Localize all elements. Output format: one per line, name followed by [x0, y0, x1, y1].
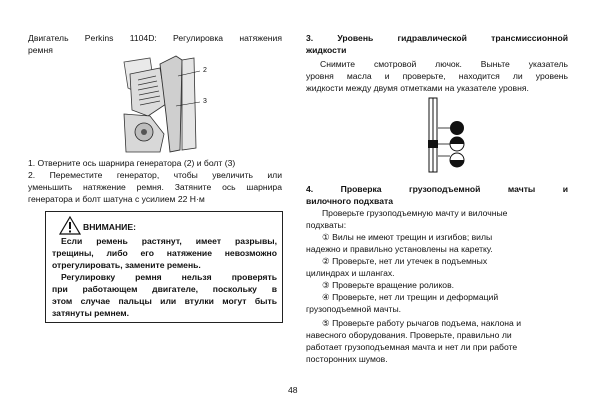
warning-line-4: Регулировку ремня нельзя проверять — [61, 272, 277, 282]
section-4-text-2: подхваты: — [306, 220, 347, 230]
dipstick-illustration — [416, 96, 472, 176]
section-3-title-cont: жидкости — [306, 45, 347, 55]
section-4-item-1: ① Вилы не имеют трещин и изгибов; вилы — [322, 232, 493, 242]
warning-line-6: этом случае пальцы или втулки могут быть — [52, 296, 277, 306]
section-3-text-2: уровня масла и проверьте, находится ли уровень — [306, 71, 568, 81]
warning-line-2: трещины, либо его натяжение невозможно — [52, 248, 277, 258]
step-2: 2. Переместите генератор, чтобы увеличить или — [28, 170, 282, 180]
section-4-title: 4. Проверка грузоподъемной мачты и — [306, 184, 568, 194]
section-3-text-3: жидкости между двумя отметками на указателе уровня. — [306, 83, 529, 93]
engine-belt-illustration — [120, 54, 216, 154]
section-4-text-1: Проверьте грузоподъемную мачту и вилочные — [322, 208, 508, 218]
section-4-item-2-cont: цилиндрах и шлангах. — [306, 268, 395, 278]
section-3-title: 3. Уровень гидравлической трансмиссионной — [306, 33, 568, 43]
section-4-item-3: ③ Проверьте вращение роликов. — [322, 280, 455, 290]
warning-line-7: затянуты ремнем. — [52, 308, 130, 318]
warning-title: ВНИМАНИЕ: — [83, 222, 136, 232]
step-1: 1. Отверните ось шарнира генератора (2) и болт (3) — [28, 158, 236, 168]
left-title-line2: ремня — [28, 45, 53, 55]
section-4-item-4: ④ Проверьте, нет ли трещин и деформаций — [322, 292, 499, 302]
warning-line-1: Если ремень растянут, имеет разрывы, — [61, 236, 277, 246]
section-4-item-5-cont-1: навесного оборудования. Проверьте, правильно ли — [306, 330, 512, 340]
page-number: 48 — [288, 385, 298, 395]
section-4-item-5-cont-3: посторонних шумов. — [306, 354, 388, 364]
section-4-title-cont: вилочного подхвата — [306, 196, 393, 206]
callout-2: 2 — [203, 67, 207, 74]
step-2-cont: уменьшить натяжение ремня. Затяните ось шарнира — [28, 182, 282, 192]
section-3-text-1: Снимите смотровой лючок. Выньте указатель — [320, 59, 568, 69]
section-4-item-4-cont: грузоподъемной мачты. — [306, 304, 402, 314]
section-4-item-5: ⑤ Проверьте работу рычагов подъема, наклона и — [322, 318, 522, 328]
step-2-end: генератора и болт шатуна с усилием 22 Н·м — [28, 194, 205, 204]
section-4-item-2: ② Проверьте, нет ли утечек в подъемных — [322, 256, 488, 266]
warning-triangle-icon — [59, 216, 81, 235]
section-4-item-1-cont: надежно и правильно установлены на каретку. — [306, 244, 493, 254]
callout-3: 3 — [203, 98, 207, 105]
warning-line-5: при работающем двигателе, поскольку в — [52, 284, 277, 294]
left-title-line1: Двигатель Perkins 1104D: Регулировка натяжения — [28, 33, 282, 43]
section-4-item-5-cont-2: работает грузоподъемная мачта и нет ли при работе — [306, 342, 518, 352]
warning-line-3: отрегулировать, замените ремень. — [52, 260, 201, 270]
